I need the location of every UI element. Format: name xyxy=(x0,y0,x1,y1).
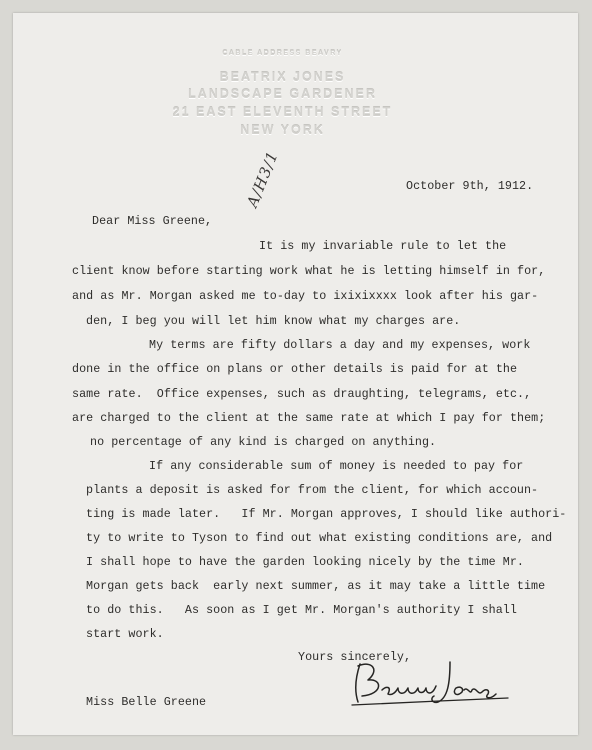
body-line-15: Morgan gets back early next summer, as it may take a little time xyxy=(86,579,546,593)
body-line-4: den, I beg you will let him know what my charges are. xyxy=(86,314,461,328)
letterhead-street: 21 EAST ELEVENTH STREET xyxy=(172,105,393,119)
body-line-3: and as Mr. Morgan asked me to-day to ixixixxxx look after his gar- xyxy=(72,289,539,303)
body-line-1: It is my invariable rule to let the xyxy=(259,239,507,253)
body-line-17: start work. xyxy=(86,627,164,641)
body-line-16: to do this. As soon as I get Mr. Morgan's authority I shall xyxy=(86,603,517,617)
body-line-9: no percentage of any kind is charged on anything. xyxy=(90,435,437,449)
handwritten-annotation: A/H3/1 xyxy=(243,148,282,210)
recipient-name: Miss Belle Greene xyxy=(86,695,207,709)
body-line-13: ty to write to Tyson to find out what existing conditions are, and xyxy=(86,531,553,545)
body-line-6: done in the office on plans or other details is paid for at the xyxy=(72,362,518,376)
signature xyxy=(338,656,518,716)
body-line-12: ting is made later. If Mr. Morgan approves, I should like authori- xyxy=(86,507,567,521)
body-line-8: are charged to the client at the same rate at which I pay for them; xyxy=(72,411,546,425)
body-line-2: client know before starting work what he is letting himself in for, xyxy=(72,264,546,278)
letterhead-city: NEW YORK xyxy=(240,123,325,137)
body-line-10: If any considerable sum of money is needed to pay for xyxy=(149,459,524,473)
body-line-14: I shall hope to have the garden looking nicely by the time Mr. xyxy=(86,555,524,569)
letterhead-cable-address: CABLE ADDRESS BEAVRY xyxy=(222,50,343,57)
body-line-5: My terms are fifty dollars a day and my expenses, work xyxy=(149,338,531,352)
letter-date: October 9th, 1912. xyxy=(406,179,534,193)
body-line-11: plants a deposit is asked for from the client, for which accoun- xyxy=(86,483,539,497)
closing: Yours sincerely, xyxy=(298,650,412,664)
body-line-7: same rate. Office expenses, such as draughting, telegrams, etc., xyxy=(72,387,532,401)
salutation: Dear Miss Greene, xyxy=(92,214,213,228)
letterhead-profession: LANDSCAPE GARDENER xyxy=(188,87,377,101)
letterhead-name: BEATRIX JONES xyxy=(219,70,346,84)
